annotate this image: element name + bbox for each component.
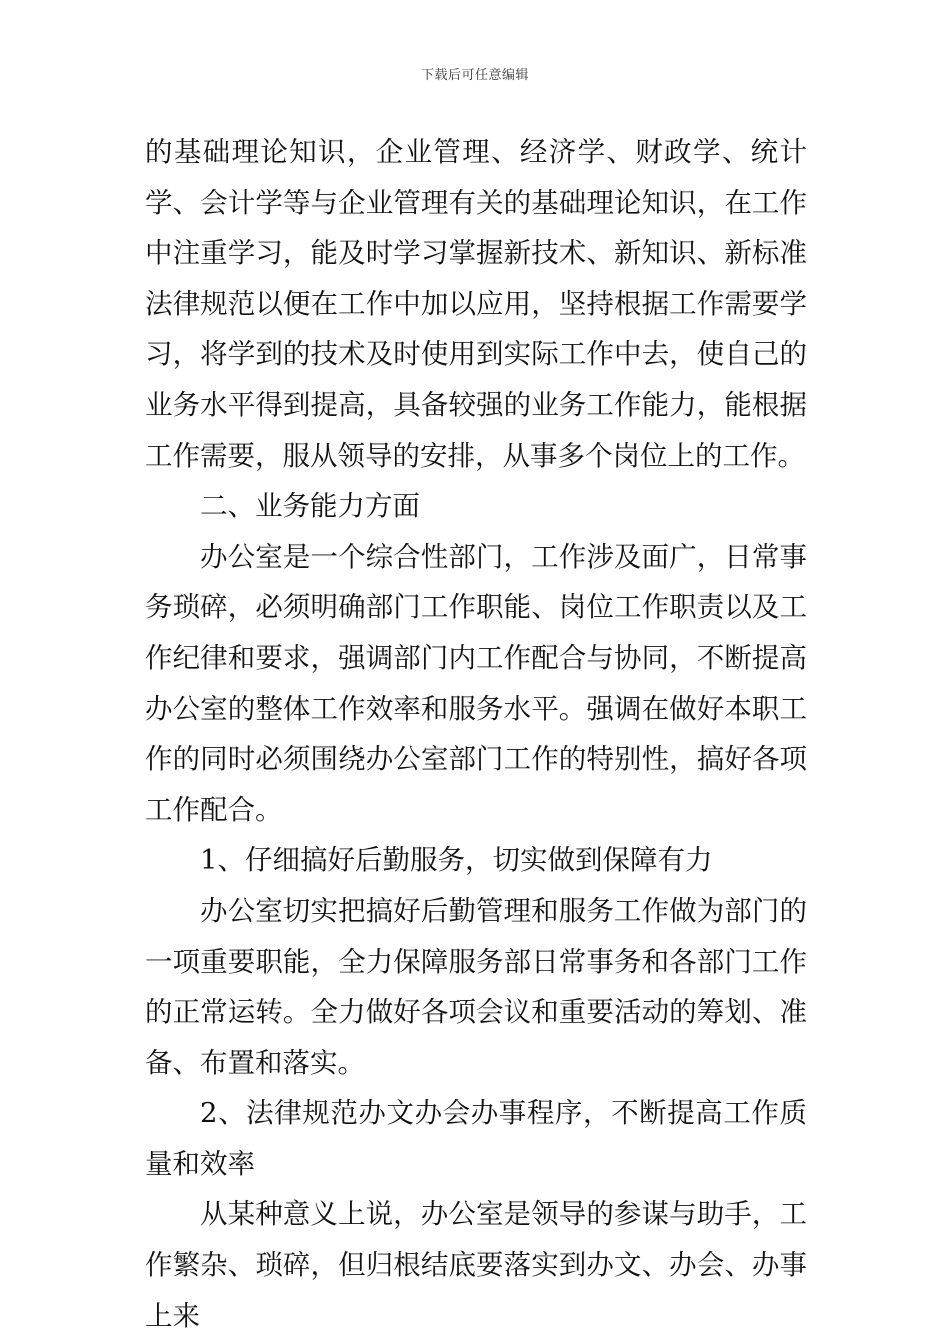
page-header: 下载后可任意编辑: [420, 68, 529, 83]
body-paragraph: 的基础理论知识，企业管理、经济学、财政学、统计学、会计学等与企业管理有关的基础理论知识，在工作中注重学习，能及时学习掌握新技术、新知识、新标准法律规范以便在工作中加以应用，坚持根据工作需要学习，将学到的技术及时使用到实际工作中去，使自己的业务水平得到提高，具备较强的业务工作能力，能根据工作需要，服从领导的安排，从事多个岗位上的工作。: [145, 136, 807, 472]
body-paragraph: 办公室切实把搞好后勤管理和服务工作做为部门的一项重要职能，全力保障服务部日常事务和各部门工作的正常运转。全力做好各项会议和重要活动的筹划、准备、布置和落实。: [145, 894, 807, 1079]
body-paragraph: 办公室是一个综合性部门，工作涉及面广，日常事务琐碎，必须明确部门工作职能、岗位工作职责以及工作纪律和要求，强调部门内工作配合与协同，不断提高办公室的整体工作效率和服务水平。强调在做好本职工作的同时必须围绕办公室部门工作的特别性，搞好各项工作配合。: [145, 540, 807, 826]
subsection-heading: 1、仔细搞好后勤服务，切实做到保障有力: [200, 844, 713, 877]
body-paragraph: 从某种意义上说，办公室是领导的参谋与助手，工作繁杂、琐碎，但归根结底要落实到办文、办会、办事上来: [145, 1198, 807, 1332]
document-body: [145, 127, 807, 1341]
section-heading: 二、业务能力方面: [200, 490, 420, 523]
subsection-heading: 2、法律规范办文办会办事程序，不断提高工作质量和效率: [145, 1097, 807, 1180]
